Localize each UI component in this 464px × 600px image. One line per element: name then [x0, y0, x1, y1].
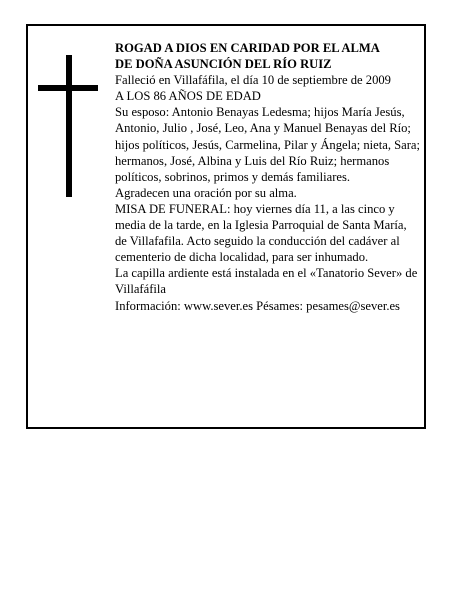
chapel-paragraph: La capilla ardiente está instalada en el «Tanatorio Sever» de Villafáfila	[115, 266, 418, 297]
cross-icon	[38, 55, 98, 197]
family-paragraph: Su esposo: Antonio Benayas Ledesma; hijos María Jesús, Antonio, Julio , José, Leo, Ana y Manuel Benayas del Río; hijos políticos, Jesús, Carmelina, Pilar y Ángela; nieta, Sara; hermanos, José, Albina y Luis del Río Ruiz; hermanos políticos, sobrinos, primos y demás familiares.	[115, 105, 420, 184]
thanks-line: Agradecen una oración por su alma.	[115, 185, 297, 200]
notice-text	[115, 40, 421, 314]
age-line: A LOS 86 AÑOS DE EDAD	[115, 89, 261, 104]
obituary-notice	[26, 24, 426, 429]
cross-horizontal-bar	[38, 85, 98, 91]
death-announcement: Falleció en Villafáfila, el día 10 de septiembre de 2009	[115, 73, 391, 88]
funeral-paragraph: MISA DE FUNERAL: hoy viernes día 11, a las cinco y media de la tarde, en la Iglesia Parroquial de Santa María, de Villafafila. Acto seguido la conducción del cadáver al cementerio de dicha localidad, para ser inhumado.	[115, 201, 407, 265]
notice-title-line-1: ROGAD A DIOS EN CARIDAD POR EL ALMA	[115, 41, 380, 55]
info-paragraph: Información: www.sever.es Pésames: pesames@sever.es	[115, 298, 400, 313]
notice-title-line-2: DE DOÑA ASUNCIÓN DEL RÍO RUIZ	[115, 57, 332, 72]
cross-vertical-bar	[66, 55, 72, 197]
